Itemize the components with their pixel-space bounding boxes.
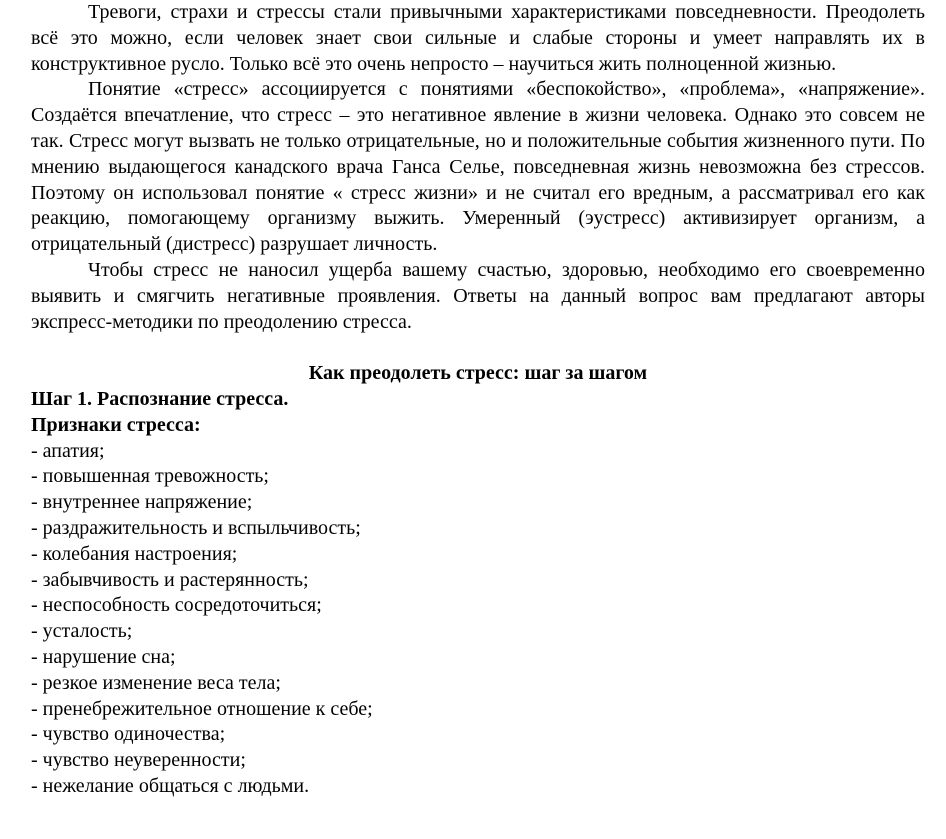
list-item: - нарушение сна; — [31, 645, 176, 668]
list-item: - апатия; — [31, 439, 105, 462]
paragraph-stress-concept: Понятие «стресс» ассоциируется с понятиями «беспокойство», «проблема», «напряжение». Создаётся впечатление, что стресс – это негативное явление в жизни человека. Однако это совсем не так. Стресс могут вызвать не только отрицательные, но и положительные события жизненного пути. По мнению выдающегося канадского врача Ганса Селье, повседневная жизнь невозможна без стрессов. Поэтому он использовал понятие « стресс жизни» и не считал его вредным, а рассматривал его как реакцию, помогающему организму выжить. Умеренный (эустресс) активизирует организм, а отрицательный (дистресс) разрушает личность. — [31, 78, 925, 256]
list-item: - усталость; — [31, 620, 133, 643]
list-item: - пренебрежительное отношение к себе; — [31, 697, 373, 720]
list-item: - колебания настроения; — [31, 542, 238, 565]
list-item: - забывчивость и растерянность; — [31, 568, 309, 591]
list-item: - чувство неуверенности; — [31, 749, 246, 772]
list-item: - резкое изменение веса тела; — [31, 671, 281, 694]
list-item: - раздражительность и вспыльчивость; — [31, 516, 361, 539]
list-item: - повышенная тревожность; — [31, 465, 269, 488]
list-item: - нежелание общаться с людьми. — [31, 774, 310, 797]
list-item: - неспособность сосредоточиться; — [31, 594, 322, 617]
list-item: - внутреннее напряжение; — [31, 491, 253, 514]
section-heading: Как преодолеть стресс: шаг за шагом — [308, 362, 648, 385]
paragraph-express-method: Чтобы стресс не наносил ущерба вашему счастью, здоровью, необходимо его своевременно выявить и смягчить негативные проявления. Ответы на данный вопрос вам предлагают авторы экспресс-методики по преодолению стресса. — [31, 258, 925, 333]
signs-list — [31, 439, 925, 800]
paragraph-intro: Тревоги, страхи и стрессы стали привычными характеристиками повседневности. Преодолеть всё это можно, если человек знает свои сильные и слабые стороны и умеет направлять их в конструктивное русло. Только всё это очень непросто – научиться жить полноценной жизнью. — [31, 1, 925, 75]
step-title: Шаг 1. Распознание стресса. — [31, 387, 289, 410]
signs-title: Признаки стресса: — [31, 413, 201, 436]
blank-line — [31, 335, 925, 361]
list-item: - чувство одиночества; — [31, 723, 226, 746]
